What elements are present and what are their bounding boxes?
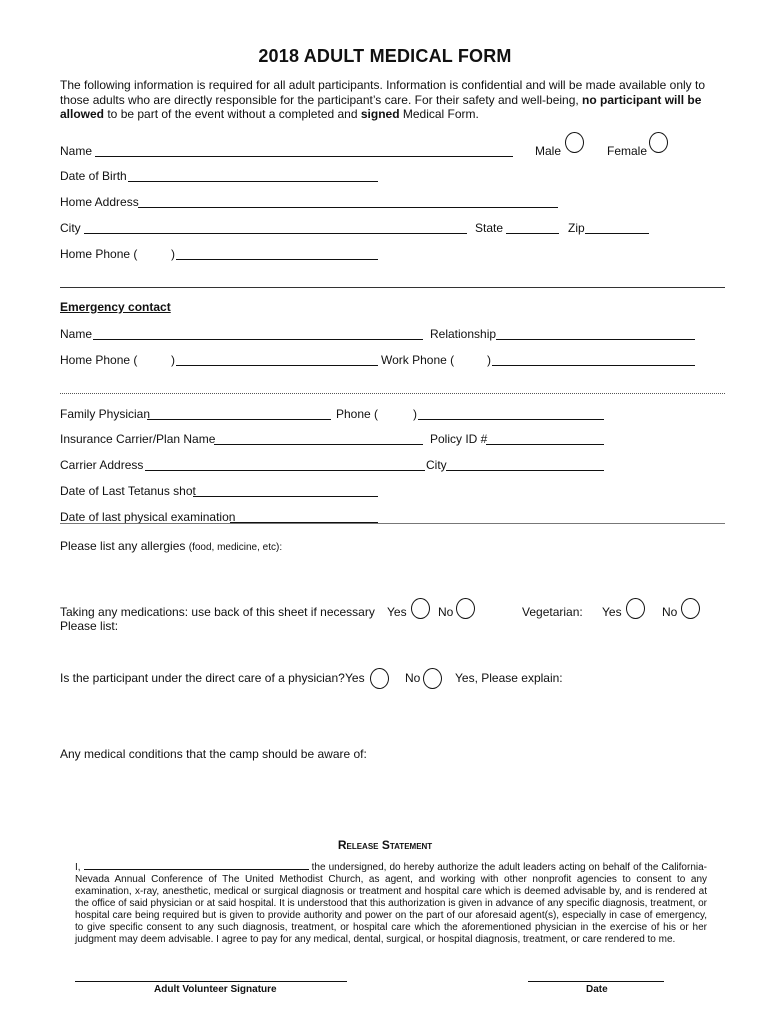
carrier-address-label: Carrier Address [60,458,144,472]
vegetarian-no-radio[interactable] [681,598,700,619]
home-phone-label: Home Phone ( [60,247,138,261]
name-label: Name [60,144,93,158]
intro-bold-2: signed [360,107,400,121]
date-label: Date [586,984,608,995]
section-divider [60,287,725,288]
date-field[interactable] [528,981,664,982]
insurance-label: Insurance Carrier/Plan Name [60,432,216,446]
state-field[interactable] [506,233,559,234]
male-label: Male [535,144,562,158]
intro-text-1: The following information is required for all adult participants. Information is confidential and will be made available only to those adults who are directly responsible for the participant’s care. For their safety and well-being, [60,78,706,107]
home-phone-field[interactable] [176,259,378,260]
emergency-name-label: Name [60,327,93,341]
medications-no-radio[interactable] [456,598,475,619]
physician-care-no-radio[interactable] [423,668,442,689]
relationship-field[interactable] [496,339,695,340]
medications-yes-radio[interactable] [411,598,430,619]
release-body: the undersigned, do hereby authorize the adult leaders acting on behalf of the California-Nevada Annual Conference of The United Methodist Church, as agent, and working with other nonprofit agencies to consent to any examination, x-ray, anesthetic, medical or surgical diagnosis or treatment and hospital care which is deemed advisable by, and is rendered at the office of said physician or at said hospital. It is understood that this authorization is given in advance of any specific diagnosis, treatment, or hospital care being required but is given to provide authority and power on the part of our aforesaid agent(s), especially in case of emergency, to give specific consent to any such diagnosis, treatment, or hospital care which the aforementioned physician in the exercise of his or her judgment may deem advisable. I agree to pay for any medical, dental, surgical, or hospital diagnosis, treatment, or care rendered to me. [75,862,707,945]
home-address-field[interactable] [138,207,558,208]
physician-care-no-label: No [405,671,421,685]
tetanus-label: Date of Last Tetanus shot [60,484,196,498]
release-statement [75,860,707,946]
emergency-home-phone-label: Home Phone ( [60,353,138,367]
work-phone-label: Work Phone ( [381,353,455,367]
vegetarian-yes-radio[interactable] [626,598,645,619]
dob-label: Date of Birth [60,169,127,183]
intro-text-3: Medical Form. [399,107,479,121]
please-list-label: Please list: [60,619,119,633]
signature-label: Adult Volunteer Signature [154,984,277,995]
explain-label: Yes, Please explain: [455,671,563,685]
paren-close: ) [487,353,491,367]
vegetarian-label: Vegetarian: [522,605,583,619]
vegetarian-no-label: No [662,605,678,619]
physician-care-yes-radio[interactable] [370,668,389,689]
female-label: Female [607,144,648,158]
medications-yes-label: Yes [387,605,407,619]
carrier-address-field[interactable] [145,470,425,471]
female-radio[interactable] [649,132,668,153]
intro-text-2: to be part of the event without a completed and [104,107,361,121]
work-phone-field[interactable] [492,365,695,366]
paren-close: ) [413,407,417,421]
intro-bold-1: no participant will be allowed [60,92,702,121]
physician-phone-field[interactable] [418,419,604,420]
dob-field[interactable] [128,181,378,182]
paren-close: ) [171,247,175,261]
policy-id-label: Policy ID # [430,432,488,446]
form-title: 2018 ADULT MEDICAL FORM [258,46,512,66]
vegetarian-yes-label: Yes [602,605,622,619]
allergies-label [60,539,282,553]
intro-paragraph [60,78,715,122]
tetanus-field[interactable] [193,496,378,497]
relationship-label: Relationship [430,327,497,341]
release-title: Release Statement [337,838,433,852]
medical-conditions-label: Any medical conditions that the camp should be aware of: [60,747,367,761]
physical-exam-label: Date of last physical examination [60,510,236,524]
emergency-name-field[interactable] [93,339,423,340]
section-divider [60,393,725,394]
emergency-heading: Emergency contact [60,300,171,314]
name-field[interactable] [95,156,513,157]
home-address-label: Home Address [60,195,139,209]
zip-label: Zip [568,221,585,235]
male-radio[interactable] [565,132,584,153]
physician-label: Family Physician [60,407,151,421]
state-label: State [475,221,504,235]
city-field[interactable] [84,233,467,234]
carrier-city-label: City [426,458,447,472]
physician-care-yes-label: Yes [345,671,365,685]
medications-label: Taking any medications: use back of this sheet if necessary [60,605,375,619]
carrier-city-field[interactable] [446,470,604,471]
physician-field[interactable] [147,419,331,420]
city-label: City [60,221,81,235]
zip-field[interactable] [585,233,649,234]
physician-care-label: Is the participant under the direct care of a physician? [60,671,345,685]
release-name-field[interactable] [84,860,309,870]
medications-no-label: No [438,605,454,619]
insurance-field[interactable] [214,444,423,445]
allergies-hint: (food, medicine, etc): [188,542,283,553]
allergies-label-text: Please list any allergies [60,539,186,553]
paren-close: ) [171,353,175,367]
physician-phone-label: Phone ( [336,407,379,421]
emergency-home-phone-field[interactable] [176,365,378,366]
policy-id-field[interactable] [486,444,604,445]
section-divider [60,523,725,524]
release-i-label: I, [75,862,81,873]
signature-field[interactable] [75,981,347,982]
